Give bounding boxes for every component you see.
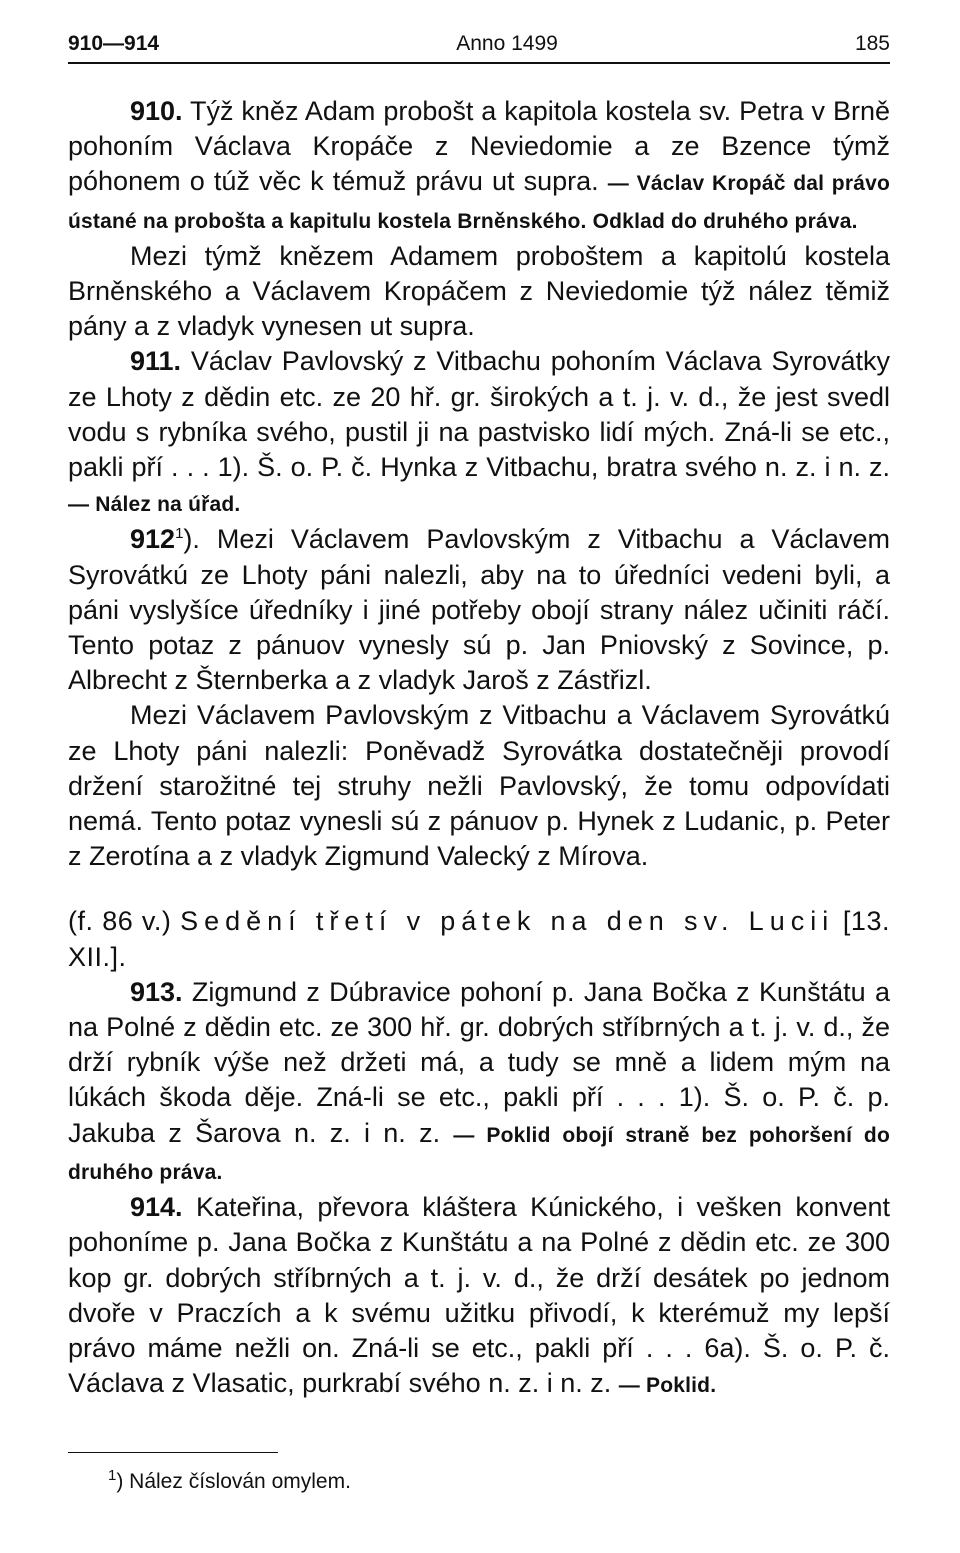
session-title: Sedění třetí v pátek na den sv. Lucii [180, 906, 835, 937]
entry-number: 913. [130, 976, 183, 1007]
entry-910 [68, 94, 890, 239]
entry-verdict: — Václav Kropáč dal právo ústané na probošta a kapitulu kostela Brněnského. Odklad do druhého práva. [68, 172, 890, 233]
entry-number: 910. [130, 96, 183, 126]
footnote-text: ) Nález číslován omylem. [116, 1470, 351, 1493]
footnote [108, 1468, 351, 1496]
footnote-divider [68, 1452, 278, 1453]
session-folio: (f. 86 v.) [68, 906, 172, 937]
entry-number: 912 [130, 524, 176, 555]
running-title: Anno 1499 [456, 32, 558, 55]
entry-text: Kateřina, převora kláštera Kúnického, i vešken konvent pohoníme p. Jana Bočka z Kunštátu a na Polné z dědin etc. ze 300 kop gr. dobrých stříbrných a t. j. v. d., že drží desátek po jednom dvoře v Praczích a k svému užitku přivodí, k kterémuž my lepší právo máme nežli on. Zná-li se etc., pakli pří . . . 6a). Š. o. P. č. Václava z Vlasatic, purkrabí svého n. z. i n. z. [68, 1192, 890, 1399]
entry-914 [68, 1190, 890, 1403]
entry-text: Mezi týmž knězem Adamem proboštem a kapitolú kostela Brněnského a Václavem Kropáčem z Neviedomie týž nález těmiž pány a z vladyk vynesen ut supra. [68, 240, 890, 342]
entry-text: Zigmund z Dúbravice pohoní p. Jana Bočka z Kunštátu a na Polné z dědin etc. ze 300 hř. gr. dobrých stříbrných a t. j. v. d., že drží rybník výše než držeti má, a tudy se mně a lidem mým na lúkách škoda děje. Zná-li se etc., pakli pří . . . 1). Š. o. P. č. p. Jakuba z Šarova n. z. i n. z. [68, 976, 890, 1148]
entry-verdict: — Poklid. [618, 1374, 717, 1398]
entry-911 [68, 344, 890, 522]
footnote-mark: 1 [108, 1467, 117, 1484]
session-date: [13. XII.]. [68, 906, 890, 972]
page-number: 185 [854, 32, 890, 55]
entry-912-finding [68, 698, 890, 874]
running-header [68, 30, 890, 64]
entry-verdict: — Nález na úřad. [68, 493, 241, 517]
entry-912 [68, 522, 890, 698]
entry-913 [68, 975, 890, 1190]
entry-number: 911. [130, 346, 182, 377]
footnote-reference: 1 [175, 525, 184, 543]
entry-number-suffix: ). [183, 524, 200, 555]
entry-text: Mezi Václavem Pavlovským z Vitbachu a Václavem Syrovátkú ze Lhoty páni nalezli: Poněvadž Syrovátka dostatečněji provodí držení starožitné tej struhy nežli Pavlovský, že tomu odpovídati nemá. Tento potaz vynesli sú z pánuov p. Hynek z Ludanic, p. Peter z Zerotína a z vladyk Zigmund Valecký z Mírova. [68, 700, 890, 872]
entry-text: Václav Pavlovský z Vitbachu pohoním Václava Syrovátky ze Lhoty z dědin etc. ze 20 hř. gr. širokých a t. j. v. d., že jest svedl vodu s rybníka svého, pustil ji na pastvisko lidí mých. Zná-li se etc., pakli pří . . . 1). Š. o. P. č. Hynka z Vitbachu, bratra svého n. z. i n. z. [68, 346, 890, 483]
entry-text: Mezi Václavem Pavlovským z Vitbachu a Václavem Syrovátkú ze Lhoty páni nalezli, aby na to úředníci vedeni byli, a páni vyslyšíce úředníky i jiné potřeby obojí strany nález učiniti ráčí. Tento potaz z pánuov vynesly sú p. Jan Pniovský z Sovince, p. Albrecht z Šternberka a z vladyk Jaroš z Zástřizl. [68, 524, 890, 696]
entry-text: Týž kněz Adam probošt a kapitola kostela sv. Petra v Brně pohoním Václava Kropáče z Neviedomie a ze Bzence týmž póhonem o túž věc k témuž právu ut supra. [68, 96, 890, 197]
entry-number: 914. [130, 1192, 183, 1223]
body-text [68, 94, 890, 1403]
entry-verdict: — Poklid obojí straně bez pohoršení do druhého práva. [68, 1123, 890, 1184]
entry-range: 910—914 [68, 32, 160, 55]
entry-910-finding [68, 239, 890, 345]
session-heading [68, 904, 890, 974]
